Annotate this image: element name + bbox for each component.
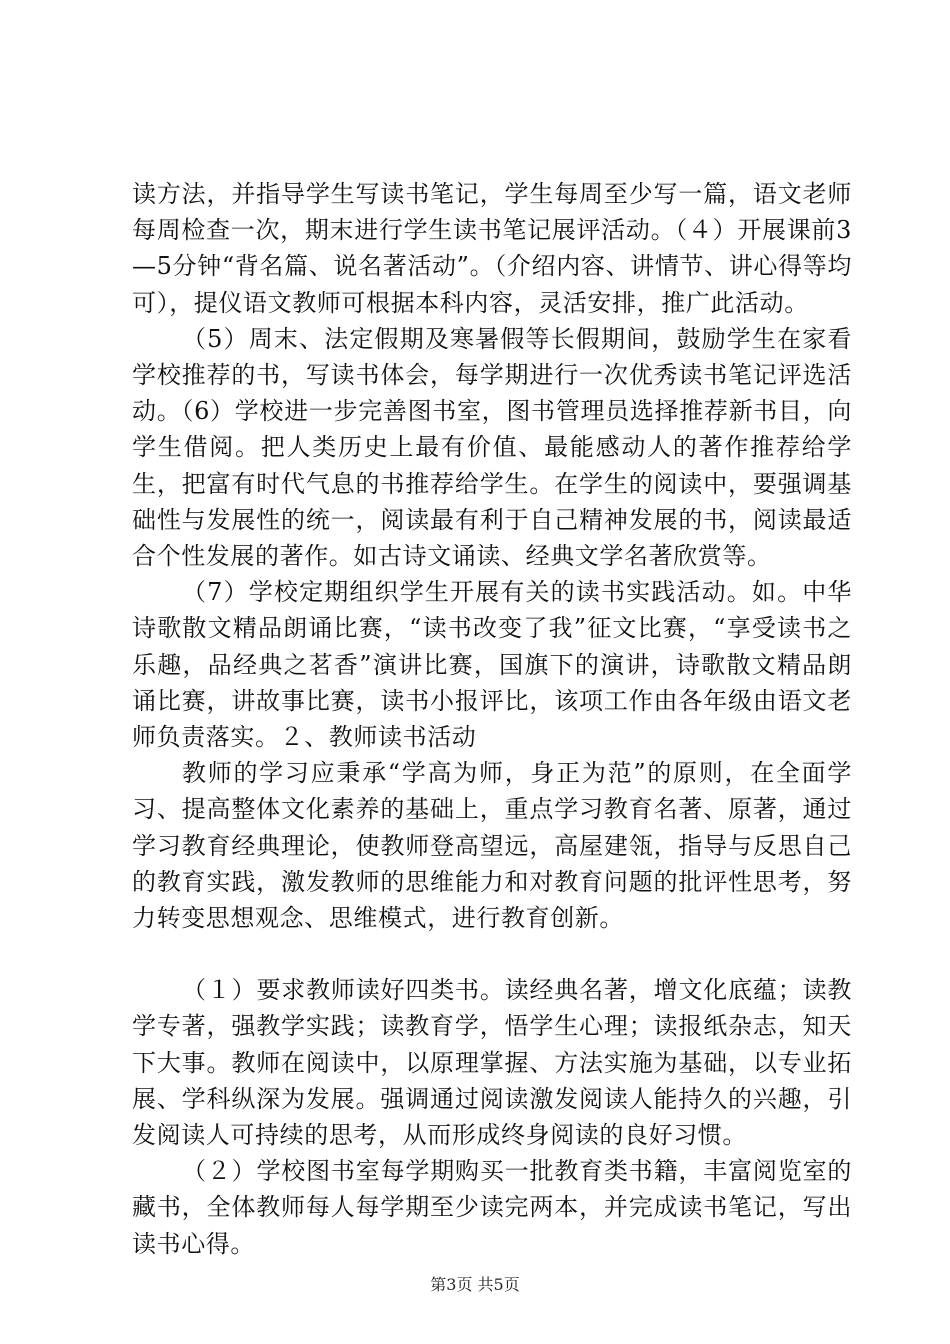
paragraph-reading-activities: （7）学校定期组织学生开展有关的读书实践活动。如。中华诗歌散文精品朗诵比赛，“读书改变了我”征文比赛，“享受读书之乐趣，品经典之茗香”演讲比赛，国旗下的演讲，诗歌散文精品朗诵比赛，讲故事比赛，读书小报评比，该项工作由各年级由语文老师负责落实。２、教师读书活动 xyxy=(132,578,852,752)
document-body xyxy=(132,176,852,1262)
page-number-footer: 第3页 共5页 xyxy=(430,1275,520,1294)
paragraph-reading-methods: 读方法，并指导学生写读书笔记，学生每周至少写一篇，语文老师每周检查一次，期末进行学生读书笔记展评活动。（４）开展课前3—5分钟“背名篇、说名著活动”。（介绍内容、讲情节、讲心得等均可），提仪语文教师可根据本科内容，灵活安排，推广此活动。 xyxy=(132,180,852,317)
paragraph-teacher-learning: 教师的学习应秉承“学高为师，身正为范”的原则，在全面学习、提高整体文化素养的基础上，重点学习教育名著、原著，通过学习教育经典理论，使教师登高望远，高屋建瓴，指导与反思自己的教育实践，激发教师的思维能力和对教育问题的批评性思考，努力转变思想观念、思维模式，进行教育创新。 xyxy=(132,759,852,933)
paragraph-four-types-of-books: （１）要求教师读好四类书。读经典名著，增文化底蕴；读教学专著，强教学实践；读教育学，悟学生心理；读报纸杂志，知天下大事。教师在阅读中，以原理掌握、方法实施为基础，以专业拓展、学科纵深为发展。强调通过阅读激发阅读人能持久的兴趣，引发阅读人可持续的思考，从而形成终身阅读的良好习惯。 xyxy=(132,976,852,1150)
paragraph-spacer xyxy=(132,936,852,972)
paragraph-holiday-reading: （5）周末、法定假期及寒暑假等长假期间，鼓励学生在家看学校推荐的书，写读书体会，每学期进行一次优秀读书笔记评选活动。（6）学校进一步完善图书室，图书管理员选择推荐新书目，向学生借阅。把人类历史上最有价值、最能感动人的著作推荐给学生，把富有时代气息的书推荐给学生。在学生的阅读中，要强调基础性与发展性的统一，阅读最有利于自己精神发展的书，阅读最适合个性发展的著作。如古诗文诵读、经典文学名著欣赏等。 xyxy=(132,324,852,571)
paragraph-library-purchases: （２）学校图书室每学期购买一批教育类书籍，丰富阅览室的藏书，全体教师每人每学期至少读完两本，并完成读书笔记，写出读书心得。 xyxy=(132,1157,852,1258)
